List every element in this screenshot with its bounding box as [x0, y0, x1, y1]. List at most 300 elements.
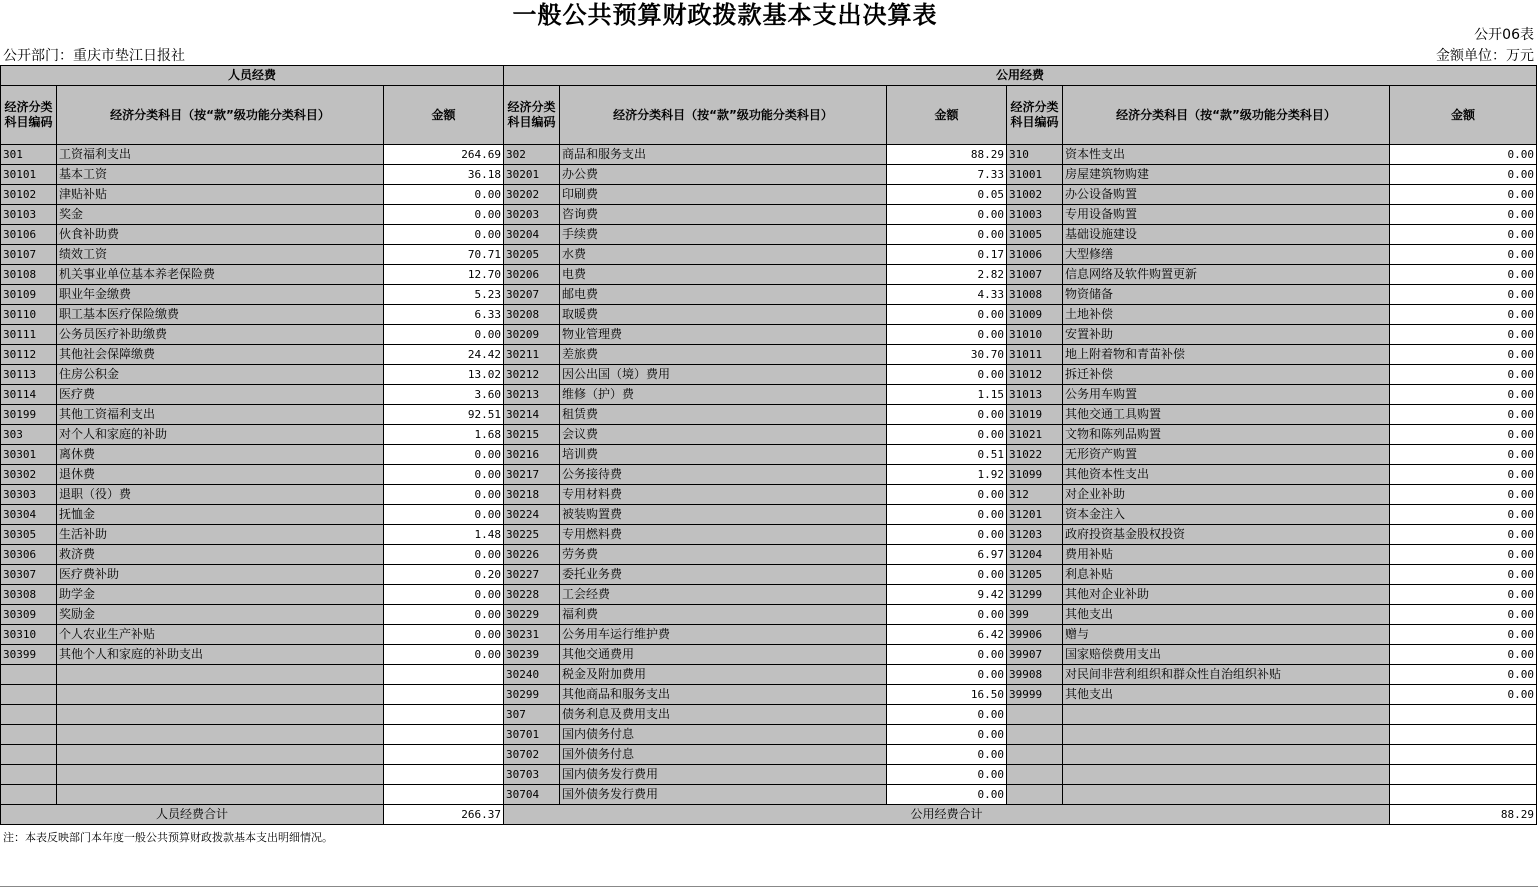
row-name: 奖励金 [57, 605, 384, 625]
row-name: 奖金 [57, 205, 384, 225]
row-name [57, 685, 384, 705]
table-row [1, 605, 1537, 625]
row-amount [384, 745, 504, 765]
table-row [1, 525, 1537, 545]
row-amount: 6.97 [887, 545, 1007, 565]
column-header-amount: 金额 [887, 86, 1007, 145]
row-amount: 12.70 [384, 265, 504, 285]
section-header-personnel: 人员经费 [1, 66, 504, 86]
column-header-amount: 金额 [384, 86, 504, 145]
row-code: 30101 [1, 165, 57, 185]
row-name: 印刷费 [560, 185, 887, 205]
row-code: 30240 [504, 665, 560, 685]
row-name: 费用补贴 [1063, 545, 1390, 565]
row-amount: 3.60 [384, 385, 504, 405]
row-code: 31012 [1007, 365, 1063, 385]
table-note: 注：本表反映部门本年度一般公共预算财政拨款基本支出明细情况。 [3, 831, 333, 844]
row-name: 公务用车购置 [1063, 385, 1390, 405]
row-name: 会议费 [560, 425, 887, 445]
row-name: 国内债务发行费用 [560, 765, 887, 785]
row-name: 商品和服务支出 [560, 145, 887, 165]
row-amount: 0.00 [887, 505, 1007, 525]
row-code: 30112 [1, 345, 57, 365]
column-header-name: 经济分类科目（按“款”级功能分类科目） [57, 86, 384, 145]
row-name: 福利费 [560, 605, 887, 625]
row-amount: 30.70 [887, 345, 1007, 365]
row-amount: 0.00 [887, 225, 1007, 245]
row-amount: 0.00 [887, 745, 1007, 765]
row-code: 31003 [1007, 205, 1063, 225]
row-code: 30214 [504, 405, 560, 425]
row-amount: 88.29 [887, 145, 1007, 165]
row-code [1, 685, 57, 705]
row-name: 办公费 [560, 165, 887, 185]
table-row [1, 645, 1537, 665]
row-code: 31009 [1007, 305, 1063, 325]
row-amount: 0.00 [384, 225, 504, 245]
row-amount: 0.05 [887, 185, 1007, 205]
row-code: 30206 [504, 265, 560, 285]
row-code: 30226 [504, 545, 560, 565]
row-code: 307 [504, 705, 560, 725]
row-name: 绩效工资 [57, 245, 384, 265]
row-name: 退休费 [57, 465, 384, 485]
row-amount [384, 785, 504, 805]
department-label: 公开部门：重庆市垫江日报社 [3, 48, 185, 64]
row-name: 对个人和家庭的补助 [57, 425, 384, 445]
row-name [1063, 745, 1390, 765]
row-amount: 0.00 [887, 425, 1007, 445]
row-amount: 0.00 [1390, 445, 1537, 465]
row-amount: 0.00 [1390, 325, 1537, 345]
row-code: 31013 [1007, 385, 1063, 405]
row-name: 离休费 [57, 445, 384, 465]
row-code: 30218 [504, 485, 560, 505]
row-code: 30701 [504, 725, 560, 745]
row-name: 其他支出 [1063, 605, 1390, 625]
section-header-public: 公用经费 [504, 66, 1537, 86]
row-name: 水费 [560, 245, 887, 265]
row-name [57, 785, 384, 805]
row-name: 个人农业生产补贴 [57, 625, 384, 645]
bottom-divider [0, 886, 1538, 887]
row-code: 30225 [504, 525, 560, 545]
row-name: 物资储备 [1063, 285, 1390, 305]
row-name: 基本工资 [57, 165, 384, 185]
row-amount: 0.00 [1390, 245, 1537, 265]
row-name: 差旅费 [560, 345, 887, 365]
row-name: 债务利息及费用支出 [560, 705, 887, 725]
row-amount: 0.00 [384, 485, 504, 505]
row-amount: 0.00 [384, 445, 504, 465]
row-amount: 0.17 [887, 245, 1007, 265]
row-code: 39906 [1007, 625, 1063, 645]
row-name: 文物和陈列品购置 [1063, 425, 1390, 445]
row-code: 30203 [504, 205, 560, 225]
row-code: 30704 [504, 785, 560, 805]
row-code: 30215 [504, 425, 560, 445]
row-code: 30703 [504, 765, 560, 785]
row-code: 30211 [504, 345, 560, 365]
form-number: 公开06表 [1474, 27, 1534, 43]
row-name: 邮电费 [560, 285, 887, 305]
table-row [1, 345, 1537, 365]
row-amount: 0.00 [887, 645, 1007, 665]
row-amount: 0.00 [887, 605, 1007, 625]
row-code [1, 725, 57, 745]
table-row [1, 785, 1537, 805]
row-code: 30109 [1, 285, 57, 305]
row-amount [384, 765, 504, 785]
row-code: 301 [1, 145, 57, 165]
row-amount: 9.42 [887, 585, 1007, 605]
row-code: 30208 [504, 305, 560, 325]
row-code: 31201 [1007, 505, 1063, 525]
row-amount: 0.00 [887, 665, 1007, 685]
row-amount: 0.00 [384, 185, 504, 205]
row-name: 手续费 [560, 225, 887, 245]
row-code: 30239 [504, 645, 560, 665]
row-name: 办公设备购置 [1063, 185, 1390, 205]
row-amount: 0.00 [1390, 465, 1537, 485]
row-amount: 0.00 [887, 565, 1007, 585]
row-code: 31021 [1007, 425, 1063, 445]
row-amount: 0.00 [384, 505, 504, 525]
row-amount [1390, 745, 1537, 765]
row-code: 30302 [1, 465, 57, 485]
row-amount: 2.82 [887, 265, 1007, 285]
row-amount: 0.00 [1390, 665, 1537, 685]
row-amount: 0.00 [1390, 425, 1537, 445]
row-amount: 13.02 [384, 365, 504, 385]
table-row [1, 685, 1537, 705]
row-amount: 0.00 [1390, 265, 1537, 285]
row-name: 信息网络及软件购置更新 [1063, 265, 1390, 285]
row-amount: 0.00 [384, 205, 504, 225]
row-code: 31007 [1007, 265, 1063, 285]
row-amount: 0.00 [1390, 385, 1537, 405]
expenditure-table [0, 65, 1537, 825]
row-amount: 0.00 [1390, 585, 1537, 605]
row-amount: 0.00 [1390, 525, 1537, 545]
table-row [1, 705, 1537, 725]
row-name: 伙食补助费 [57, 225, 384, 245]
table-row [1, 185, 1537, 205]
row-name: 被装购置费 [560, 505, 887, 525]
row-code [1007, 785, 1063, 805]
row-amount: 0.00 [887, 765, 1007, 785]
row-amount: 0.00 [887, 725, 1007, 745]
row-code: 31204 [1007, 545, 1063, 565]
row-amount [384, 685, 504, 705]
row-name: 助学金 [57, 585, 384, 605]
row-name: 拆迁补偿 [1063, 365, 1390, 385]
table-row [1, 545, 1537, 565]
row-code: 31019 [1007, 405, 1063, 425]
row-name: 取暖费 [560, 305, 887, 325]
row-amount: 92.51 [384, 405, 504, 425]
row-amount [1390, 785, 1537, 805]
row-amount: 0.00 [1390, 685, 1537, 705]
row-amount [1390, 765, 1537, 785]
column-header-code: 经济分类科目编码 [1, 86, 57, 145]
table-row [1, 465, 1537, 485]
row-code: 30106 [1, 225, 57, 245]
row-name: 国内债务付息 [560, 725, 887, 745]
table-row [1, 505, 1537, 525]
row-code: 30110 [1, 305, 57, 325]
row-amount [384, 665, 504, 685]
row-name: 地上附着物和青苗补偿 [1063, 345, 1390, 365]
row-amount: 264.69 [384, 145, 504, 165]
row-code: 31011 [1007, 345, 1063, 365]
row-code: 30217 [504, 465, 560, 485]
row-name: 机关事业单位基本养老保险费 [57, 265, 384, 285]
row-name [1063, 725, 1390, 745]
table-row [1, 165, 1537, 185]
row-name: 土地补偿 [1063, 305, 1390, 325]
row-code: 31205 [1007, 565, 1063, 585]
row-name: 电费 [560, 265, 887, 285]
row-amount: 0.00 [1390, 405, 1537, 425]
public-total-amount: 88.29 [1390, 805, 1537, 825]
table-row [1, 625, 1537, 645]
row-amount [384, 705, 504, 725]
table-row [1, 665, 1537, 685]
row-code: 30212 [504, 365, 560, 385]
row-name: 其他支出 [1063, 685, 1390, 705]
row-name: 职工基本医疗保险缴费 [57, 305, 384, 325]
row-name: 对民间非营利组织和群众性自治组织补贴 [1063, 665, 1390, 685]
row-code: 30399 [1, 645, 57, 665]
row-amount: 1.68 [384, 425, 504, 445]
row-amount: 0.00 [1390, 645, 1537, 665]
row-amount: 0.00 [887, 325, 1007, 345]
row-code: 30224 [504, 505, 560, 525]
row-name: 物业管理费 [560, 325, 887, 345]
row-amount: 70.71 [384, 245, 504, 265]
row-code: 30231 [504, 625, 560, 645]
row-code [1007, 705, 1063, 725]
table-row [1, 405, 1537, 425]
row-amount: 0.00 [887, 705, 1007, 725]
row-name: 国外债务付息 [560, 745, 887, 765]
row-amount: 0.00 [887, 785, 1007, 805]
row-name: 医疗费 [57, 385, 384, 405]
row-amount: 0.00 [384, 465, 504, 485]
column-header-code: 经济分类科目编码 [1007, 86, 1063, 145]
row-amount [384, 725, 504, 745]
row-name: 公务员医疗补助缴费 [57, 325, 384, 345]
row-name: 其他工资福利支出 [57, 405, 384, 425]
table-row [1, 325, 1537, 345]
row-code [1, 785, 57, 805]
table-row [1, 205, 1537, 225]
row-name: 大型修缮 [1063, 245, 1390, 265]
row-amount: 0.00 [887, 405, 1007, 425]
row-name: 公务用车运行维护费 [560, 625, 887, 645]
row-amount: 0.00 [887, 305, 1007, 325]
row-name: 资本性支出 [1063, 145, 1390, 165]
row-code: 30304 [1, 505, 57, 525]
table-row [1, 725, 1537, 745]
row-amount: 0.00 [887, 485, 1007, 505]
page-title: 一般公共预算财政拨款基本支出决算表 [512, 1, 938, 29]
row-code: 30113 [1, 365, 57, 385]
table-row [1, 425, 1537, 445]
row-code: 30114 [1, 385, 57, 405]
table-row [1, 485, 1537, 505]
row-code: 30204 [504, 225, 560, 245]
row-name: 其他社会保障缴费 [57, 345, 384, 365]
row-amount: 0.00 [1390, 145, 1537, 165]
row-code: 30702 [504, 745, 560, 765]
row-code: 31008 [1007, 285, 1063, 305]
row-amount: 0.00 [1390, 305, 1537, 325]
table-row [1, 305, 1537, 325]
row-name: 专用材料费 [560, 485, 887, 505]
row-name: 救济费 [57, 545, 384, 565]
row-amount: 0.00 [1390, 625, 1537, 645]
row-amount [1390, 705, 1537, 725]
row-name: 其他个人和家庭的补助支出 [57, 645, 384, 665]
row-code: 30303 [1, 485, 57, 505]
table-row [1, 585, 1537, 605]
row-name [1063, 705, 1390, 725]
row-name: 其他交通费用 [560, 645, 887, 665]
table-row [1, 225, 1537, 245]
row-amount: 0.00 [384, 585, 504, 605]
row-amount: 4.33 [887, 285, 1007, 305]
row-name [57, 725, 384, 745]
table-row [1, 265, 1537, 285]
row-name: 抚恤金 [57, 505, 384, 525]
row-code: 31099 [1007, 465, 1063, 485]
column-header-amount: 金额 [1390, 86, 1537, 145]
row-code: 30310 [1, 625, 57, 645]
row-amount: 0.00 [1390, 345, 1537, 365]
row-amount: 0.00 [1390, 225, 1537, 245]
row-name: 住房公积金 [57, 365, 384, 385]
row-name: 其他资本性支出 [1063, 465, 1390, 485]
row-code: 30228 [504, 585, 560, 605]
row-name [57, 665, 384, 685]
row-name: 津贴补贴 [57, 185, 384, 205]
row-name: 工资福利支出 [57, 145, 384, 165]
row-name: 委托业务费 [560, 565, 887, 585]
row-code: 30111 [1, 325, 57, 345]
column-header-code: 经济分类科目编码 [504, 86, 560, 145]
row-amount: 6.33 [384, 305, 504, 325]
row-code: 30305 [1, 525, 57, 545]
row-amount: 0.00 [384, 545, 504, 565]
row-code [1, 665, 57, 685]
row-amount: 0.00 [384, 605, 504, 625]
row-code: 30108 [1, 265, 57, 285]
row-amount: 24.42 [384, 345, 504, 365]
row-amount: 0.00 [1390, 165, 1537, 185]
personnel-total-amount: 266.37 [384, 805, 504, 825]
row-name: 其他交通工具购置 [1063, 405, 1390, 425]
row-amount: 1.92 [887, 465, 1007, 485]
row-code: 31006 [1007, 245, 1063, 265]
row-code: 30309 [1, 605, 57, 625]
row-code: 30103 [1, 205, 57, 225]
row-amount: 0.00 [1390, 485, 1537, 505]
row-name: 国外债务发行费用 [560, 785, 887, 805]
row-amount: 0.00 [1390, 365, 1537, 385]
row-name: 基础设施建设 [1063, 225, 1390, 245]
table-row [1, 745, 1537, 765]
row-name: 房屋建筑物购建 [1063, 165, 1390, 185]
row-amount: 0.00 [384, 325, 504, 345]
row-name: 公务接待费 [560, 465, 887, 485]
personnel-total-label: 人员经费合计 [1, 805, 384, 825]
table-row [1, 365, 1537, 385]
row-amount: 0.20 [384, 565, 504, 585]
row-code [1, 765, 57, 785]
row-code: 30299 [504, 685, 560, 705]
row-name: 工会经费 [560, 585, 887, 605]
row-amount: 7.33 [887, 165, 1007, 185]
row-code [1007, 745, 1063, 765]
row-name [1063, 785, 1390, 805]
row-code: 303 [1, 425, 57, 445]
row-code: 302 [504, 145, 560, 165]
row-code: 31005 [1007, 225, 1063, 245]
row-amount: 0.00 [1390, 505, 1537, 525]
row-amount: 1.15 [887, 385, 1007, 405]
row-code: 30307 [1, 565, 57, 585]
row-name: 其他对企业补助 [1063, 585, 1390, 605]
row-code [1007, 765, 1063, 785]
row-amount [1390, 725, 1537, 745]
table-row [1, 385, 1537, 405]
unit-label: 金额单位：万元 [1436, 48, 1534, 64]
row-amount: 1.48 [384, 525, 504, 545]
row-name: 资本金注入 [1063, 505, 1390, 525]
row-code: 31010 [1007, 325, 1063, 345]
public-total-label: 公用经费合计 [504, 805, 1390, 825]
row-name: 其他商品和服务支出 [560, 685, 887, 705]
row-code: 30308 [1, 585, 57, 605]
row-code [1, 745, 57, 765]
row-name: 因公出国（境）费用 [560, 365, 887, 385]
row-amount: 0.00 [1390, 205, 1537, 225]
row-name [57, 705, 384, 725]
table-row [1, 145, 1537, 165]
row-name: 医疗费补助 [57, 565, 384, 585]
row-amount: 0.00 [1390, 565, 1537, 585]
column-header-name: 经济分类科目（按“款”级功能分类科目） [560, 86, 887, 145]
row-name: 咨询费 [560, 205, 887, 225]
row-code: 31001 [1007, 165, 1063, 185]
row-code: 31299 [1007, 585, 1063, 605]
row-code: 30205 [504, 245, 560, 265]
table-row [1, 285, 1537, 305]
row-code: 30209 [504, 325, 560, 345]
row-code: 30202 [504, 185, 560, 205]
row-code: 31203 [1007, 525, 1063, 545]
row-amount: 0.00 [1390, 285, 1537, 305]
row-code: 30207 [504, 285, 560, 305]
row-amount: 6.42 [887, 625, 1007, 645]
row-code: 310 [1007, 145, 1063, 165]
row-amount: 36.18 [384, 165, 504, 185]
row-code: 30107 [1, 245, 57, 265]
row-code: 30229 [504, 605, 560, 625]
row-amount: 0.00 [384, 645, 504, 665]
